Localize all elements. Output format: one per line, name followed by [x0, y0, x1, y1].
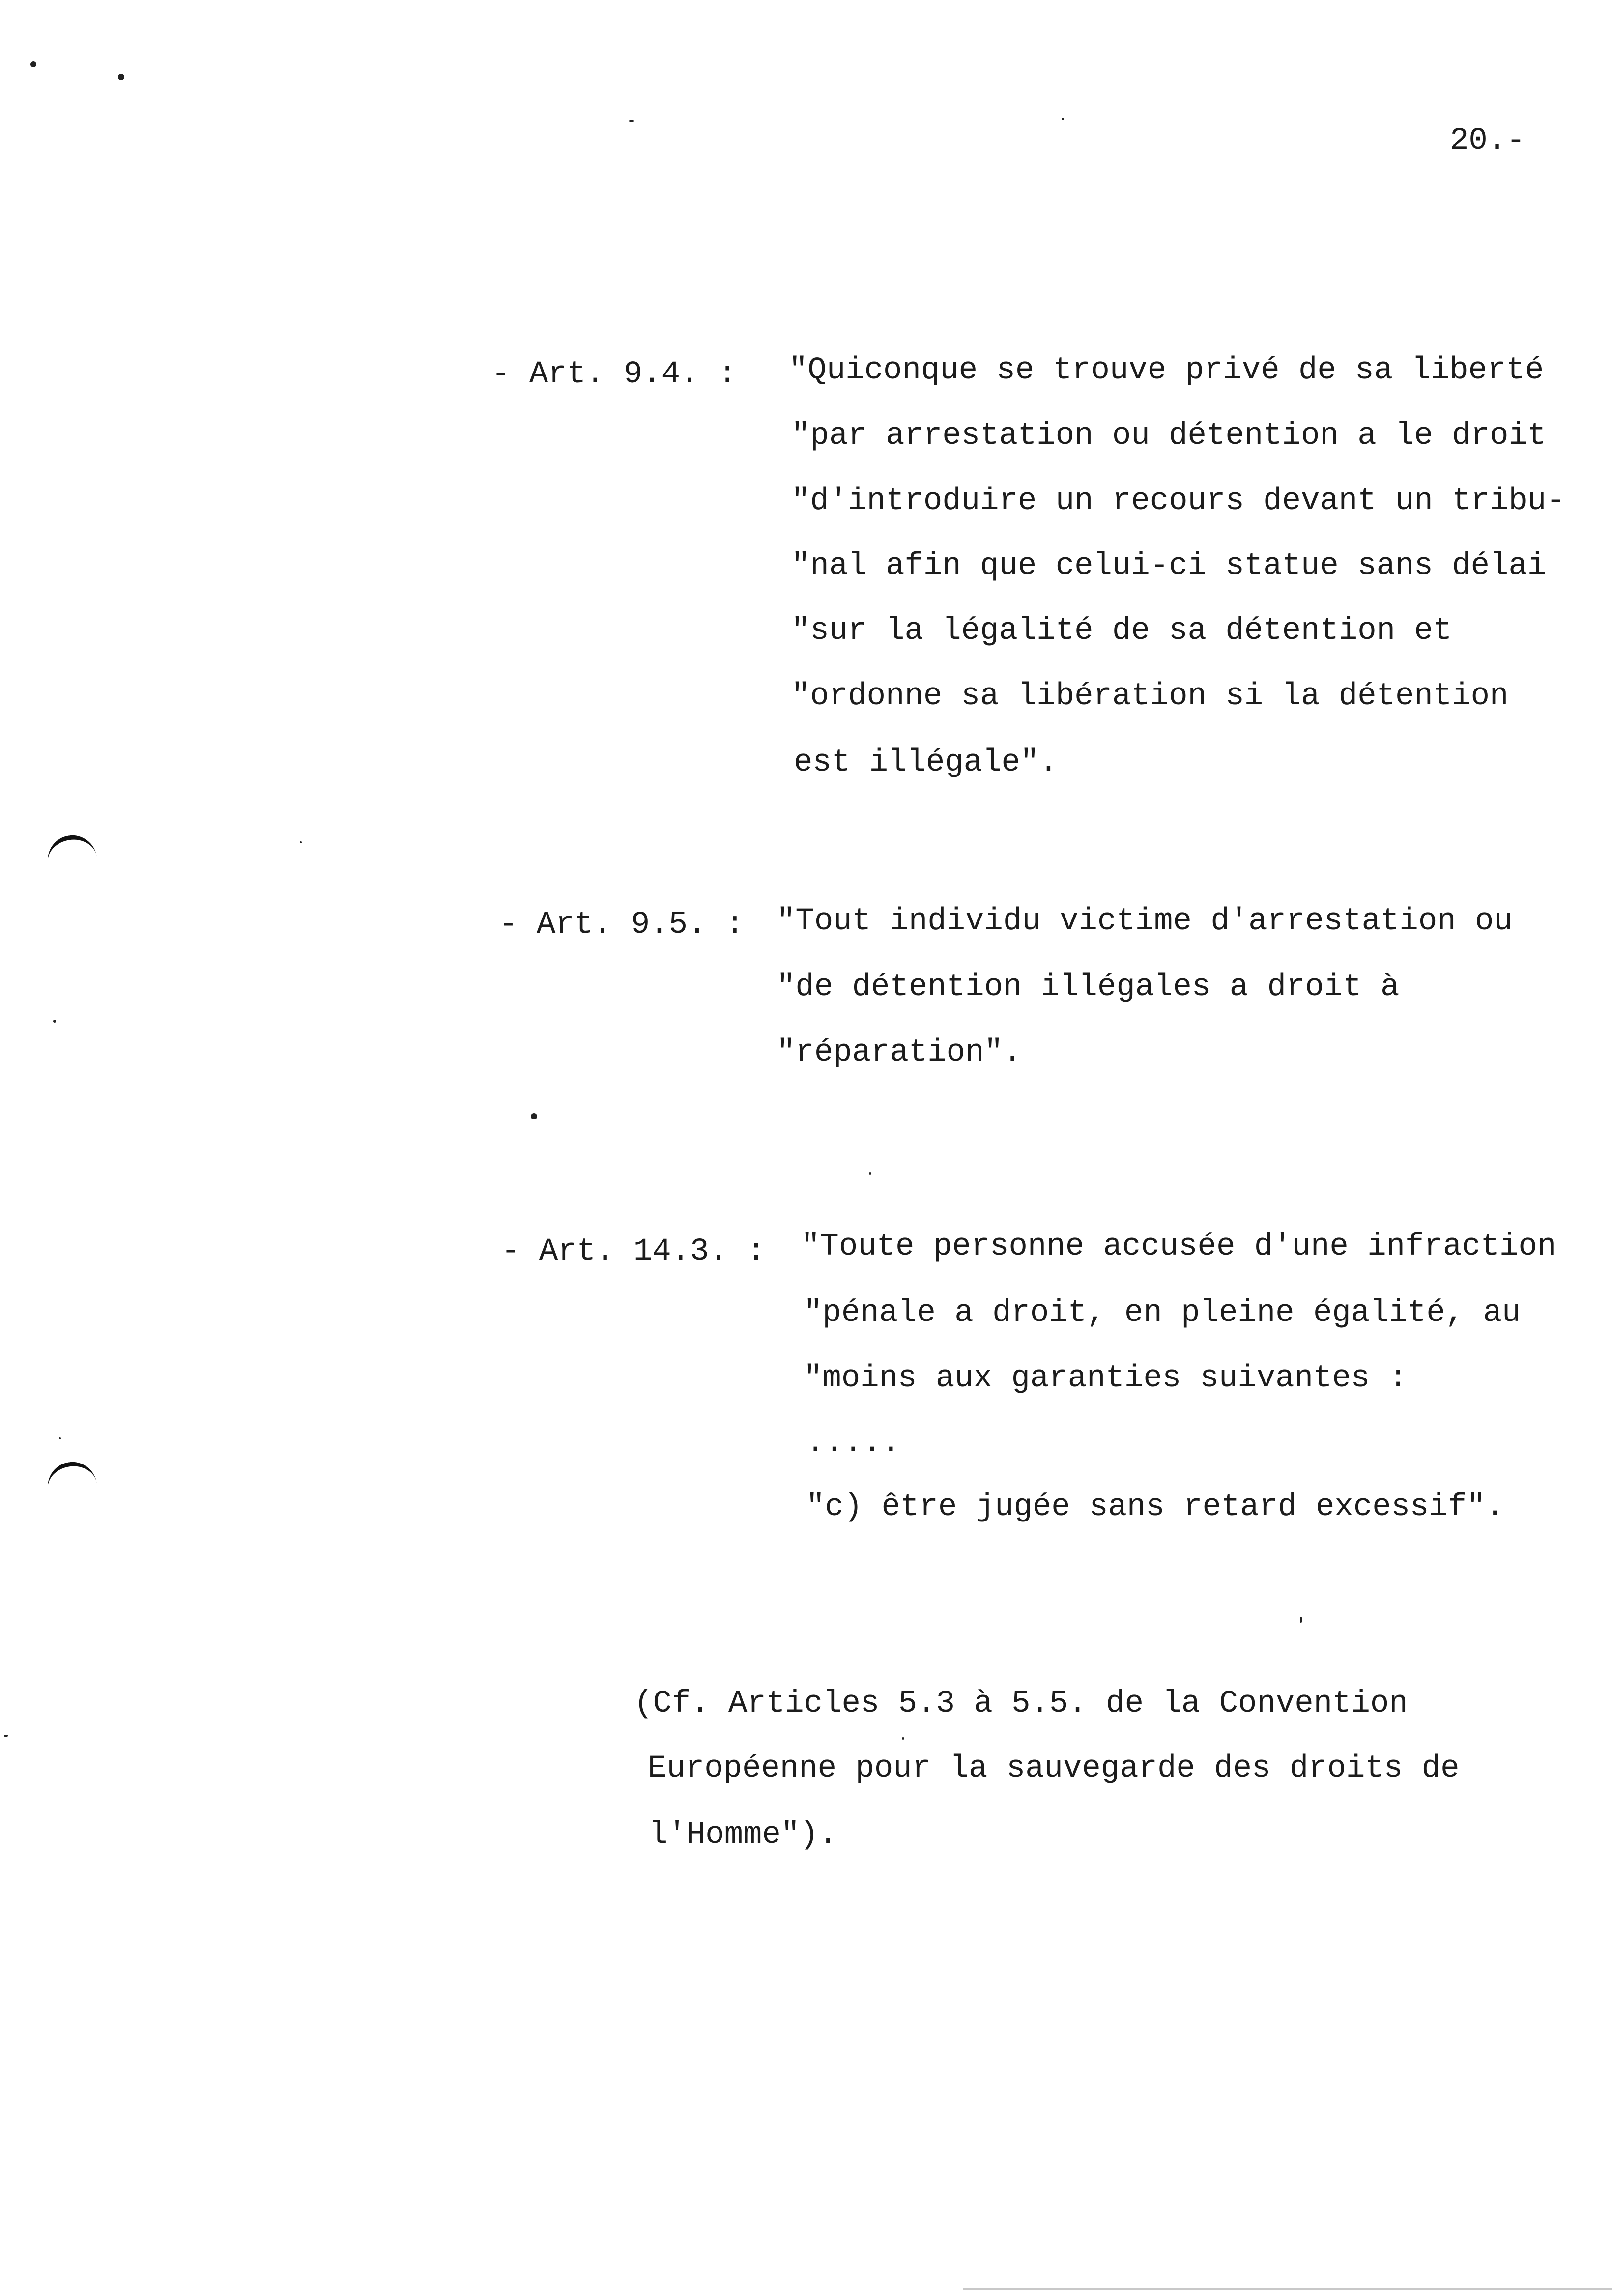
punch-hole-mark: [45, 832, 98, 872]
article-label: - Art. 9.4. :: [491, 357, 737, 392]
article-text-line: "sur la légalité de sa détention et: [791, 613, 1452, 649]
note-line: Européenne pour la sauvegarde des droits de: [648, 1751, 1460, 1786]
scan-speck: [869, 1172, 871, 1175]
article-text-line: "c) être jugée sans retard excessif".: [806, 1490, 1505, 1525]
scan-speck: [30, 61, 36, 67]
scan-speck: [531, 1113, 537, 1119]
article-text-line: "Toute personne accusée d'une infraction: [801, 1229, 1556, 1264]
article-text-line: "réparation".: [777, 1035, 1022, 1070]
scan-speck: [53, 1020, 56, 1023]
note-line: (Cf. Articles 5.3 à 5.5. de la Convention: [634, 1686, 1408, 1722]
article-text-line: "nal afin que celui-ci statue sans délai: [791, 548, 1547, 584]
article-text-line: "par arrestation ou détention a le droit: [791, 418, 1547, 454]
article-text-line: "Tout individu victime d'arrestation ou: [777, 904, 1513, 939]
article-text-line: "Quiconque se trouve privé de sa liberté: [789, 353, 1544, 388]
article-text-line: est illégale".: [794, 745, 1058, 780]
scan-speck: [1062, 118, 1064, 120]
article-label: - Art. 14.3. :: [501, 1234, 766, 1269]
note-line: l'Homme").: [649, 1817, 838, 1853]
scan-speck: [118, 74, 124, 80]
scan-speck: [59, 1437, 61, 1439]
punch-hole-mark: [45, 1459, 98, 1499]
scan-speck: [629, 120, 634, 122]
article-text-line: "pénale a droit, en pleine égalité, au: [804, 1295, 1521, 1331]
article-text-line: "d'introduire un recours devant un tribu-: [791, 484, 1565, 519]
scan-speck: [300, 841, 302, 843]
scan-speck: [902, 1737, 904, 1740]
ellipsis-line: .....: [806, 1426, 901, 1461]
scan-speck: [1300, 1617, 1302, 1623]
scan-speck: [4, 1735, 8, 1737]
scan-edge-line: [963, 2288, 1612, 2290]
article-text-line: "ordonne sa libération si la détention: [791, 679, 1509, 714]
page-number: 20.-: [1450, 123, 1526, 159]
article-label: - Art. 9.5. :: [499, 907, 745, 943]
article-text-line: "de détention illégales a droit à: [777, 970, 1400, 1005]
article-text-line: "moins aux garanties suivantes :: [804, 1361, 1408, 1396]
